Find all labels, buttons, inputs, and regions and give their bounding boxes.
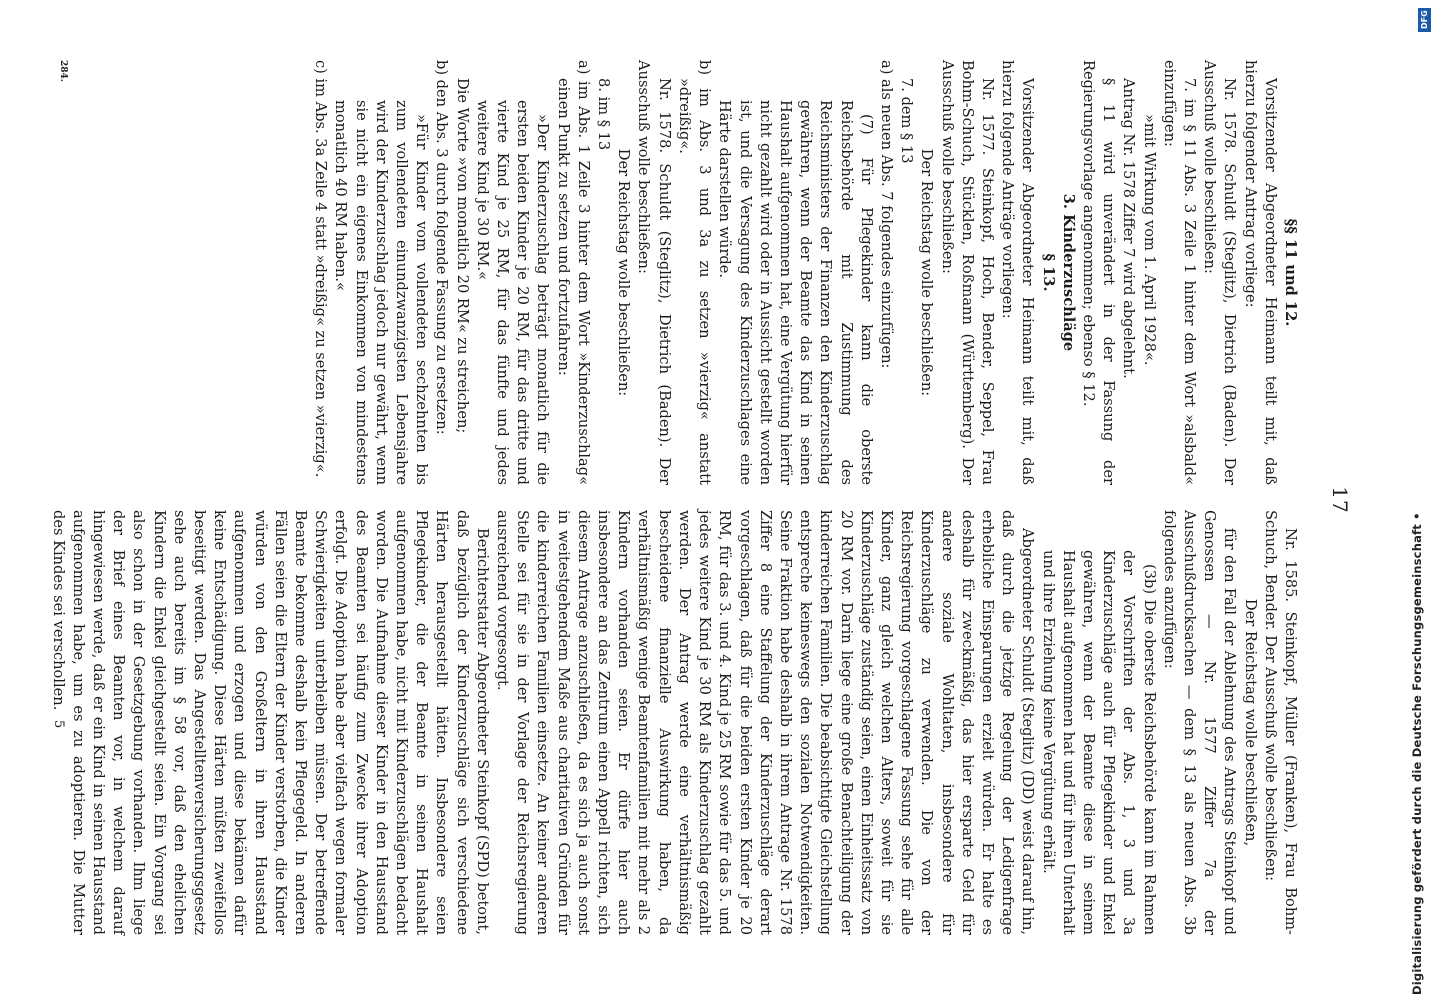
paragraph: Berichterstatter Abgeordneter Steinkopf (SPD) betont, daß bezüglich der Kinderzuschläge sich verschiedene Härten herausgestellt hätten. Insbesondere seien Pflegekinder, die der Beamte in seinen Haushalt aufgenommen habe, nicht mit Kinderzuschlägen bedacht worden. Die Aufnahme dieser Kinder in den Hausstand des Beamten sei häufig zum Zwecke ihrer Adoption erfolgt. Die Adoption habe aber vielfach wegen formaler Schwierigkeiten unterbleiben müssen. Der betreffende Beamte bekomme deshalb kein Pflegegeld. In anderen Fällen seien die Eltern der Kinder verstorben, die Kinder würden von den Großeltern in ihren Hausstand aufgenommen und erzogen und diese bekämen dafür keine Entschädigung. Diese Härten müßten zweifellos beseitigt werden. Das Angestelltenversicherungsgesetz sehe auch bereits im § 58 vor, daß den ehelichen Kindern die Enkel gleichgestellt seien. Ein Vorgang sei also schon in der Gesetzgebung vorhanden. Ihm liege der Brief eines Beamten vor, in welchem darauf hingewiesen werde, daß er ein Kind in seinen Hausstand aufgenommen habe, um es zu adoptieren. Die Mutter des Kindes sei verschollen. [49, 510, 491, 935]
paragraph: (3b) Die oberste Reichsbehörde kann im Rahmen der Vorschriften der Abs. 1, 3 und 3a Kinderzuschläge auch für Pflegekinder und Enkel gewähren, wenn der Beamte diese in seinem Haushalt aufgenommen hat und für ihren Unterhalt und ihre Erziehung keine Vergütung erhält. [1039, 550, 1158, 935]
paragraph: 7. dem § 13 [898, 78, 916, 164]
paragraph: (7) Für Pflegekinder kann die oberste Reichsbehörde mit Zustimmung des Reichsministers der Finanzen den Kinderzuschlag gewähren, wenn der Beamte das Kind in seinen Haushalt aufgenommen hat, eine Vergütung hierfür nicht gezahlt wird oder in Aussicht gestellt worden ist, und die Versagung des Kinderzuschlages eine Härte darstellen würde. [716, 100, 875, 485]
paragraph: 8. im § 13 [595, 78, 613, 151]
paragraph: »mit Wirkung vom 1. April 1928«. [1140, 114, 1158, 366]
paragraph: b) den Abs. 3 durch folgende Fassung zu ersetzen: [433, 60, 451, 435]
paragraph: Der Reichstag wolle beschließen: [615, 148, 633, 397]
paragraph: Nr. 1578. Schuldt (Steglitz), Dietrich (Baden). Der Ausschuß wolle beschließen: [1201, 60, 1239, 485]
section-heading: § 13. [1039, 253, 1057, 292]
paragraph: a) im Abs. 1 Zeile 3 hinter dem Wort »Kinderzuschlag« einen Punkt zu setzen und fortzufahren: [554, 60, 592, 485]
digitization-note: Digitalisierung gefördert durch die Deutsche Forschungsgemeinschaft • [1410, 512, 1424, 995]
paragraph: Nr. 1585. Steinkopf, Müller (Franken), Frau Bohm-Schuch, Bender. Der Ausschuß wolle beschließen: [1261, 510, 1299, 935]
paragraph: c) im Abs. 3a Zeile 4 statt »dreißig« zu setzen »vierzig«. [312, 60, 330, 478]
paragraph: 7. im § 11 Abs. 3 Zeile 1 hinter dem Wort »alsbald« einzufügen: [1160, 60, 1198, 485]
section-heading: §§ 11 und 12. [1282, 218, 1299, 327]
paragraph: Der Reichstag wolle beschließen, [1241, 598, 1259, 847]
footer-print-mark: 284. [58, 60, 68, 82]
paragraph: Nr. 1577. Steinkopf, Hoch, Bender, Seppel, Frau Bohm-Schuch, Stücklen, Roßmann (Württemberg). Der Ausschuß wolle beschließen: [938, 60, 996, 485]
paragraph: § 11 wird unverändert in der Fassung der Regierungsvorlage angenommen; ebenso § 12. [1079, 60, 1118, 485]
paragraph: Antrag Nr. 1578 Ziffer 7 wird abgelehnt. [1120, 78, 1138, 379]
paragraph: Vorsitzender Abgeordneter Heimann teilt mit, daß hierzu folgende Anträge vorliegen: [999, 60, 1037, 485]
paragraph: Der Reichstag wolle beschließen: [918, 148, 936, 397]
left-column [310, 60, 1300, 485]
paragraph: Abgeordneter Schuldt (Steglitz) (DD) weist darauf hin, daß durch die jetzige Regelung der Ledigenfrage erhebliche Einsparungen erzielt würden. Er halte es deshalb für zweckmäßig, das hier ersparte Geld für andere soziale Wohltaten, insbesondere für Kinderzuschläge zu verwenden. Die von der Reichsregierung vorgeschlagene Fassung sehe für alle Kinder, ganz gleich welchen Alters, soweit für sie Kinderzuschläge zuständig seien, einen Einheitssatz von 20 RM vor. Darin liege eine große Benachteiligung der kinderreichen Familien. Die beabsichtigte Gleichstellung entspreche keineswegs den sozialen Notwendigkeiten. Seine Fraktion habe deshalb in ihrem Antrage Nr. 1578 Ziffer 8 eine Staffelung der Kinderzuschläge derart vorgeschlagen, daß für die beiden ersten Kinder je 20 RM, für das 3. und 4. Kind je 25 RM sowie für das 5. und jedes weitere Kind je 30 RM als Kinderzuschlag gezahlt werden. Der Antrag werde eine verhältnismäßig bescheidene finanzielle Auswirkung haben, da verhältnismäßig wenige Beamtenfamilien mit mehr als 2 Kindern vorhanden seien. Er dürfe hier auch insbesondere an das Zentrum einen Appell richten, sich diesem Antrage anzuschließen, da es sich ja auch sonst in weitestgehendem Maße aus charitativen Gründen für die kinderreichen Familien einsetze. An keiner anderen Stelle sei für sie in der Vorlage der Reichsregierung ausreichend vorgesorgt. [494, 510, 1037, 935]
page-number: 17 [1328, 486, 1352, 514]
right-column [47, 510, 1300, 935]
paragraph: b) im Abs. 3 und 3a zu setzen »vierzig« anstatt »dreißig«. [675, 60, 714, 485]
paragraph: Nr. 1578. Schuldt (Steglitz), Dietrich (Baden). Der Ausschuß wolle beschließen: [635, 60, 673, 485]
paragraph: »Der Kinderzuschlag beträgt monatlich für die ersten beiden Kinder je 20 RM, für das dritte und vierte Kind je 25 RM, für das fünfte und jedes weitere Kind je 30 RM.« [473, 100, 552, 485]
footer-signature-number: 5 [51, 720, 66, 729]
paragraph: Die Worte »von monatlich 20 RM« zu streichen; [453, 78, 471, 434]
paragraph: a) als neuen Abs. 7 folgendes einzufügen: [877, 60, 895, 369]
paragraph: Vorsitzender Abgeordneter Heimann teilt mit, daß hierzu folgender Antrag vorliege: [1241, 60, 1279, 485]
paragraph: für den Fall der Ablehnung des Antrags Steinkopf und Genossen — Nr. 1577 Ziffer 7a der Ausschußdrucksachen — dem § 13 als neuen Abs. 3b folgendes anzufügen: [1160, 510, 1239, 935]
section-heading: 3. Kinderzuschläge [1059, 193, 1077, 352]
paragraph: »Für Kinder vom vollendeten sechzehnten bis zum vollendeten einundzwanzigsten Lebensjahre wird der Kinderzuschlag jedoch nur gewährt, wenn sie nicht ein eigenes Einkommen von mindestens monatlich 40 RM haben.« [332, 100, 431, 485]
dfg-logo-icon: DFG [1418, 8, 1431, 32]
